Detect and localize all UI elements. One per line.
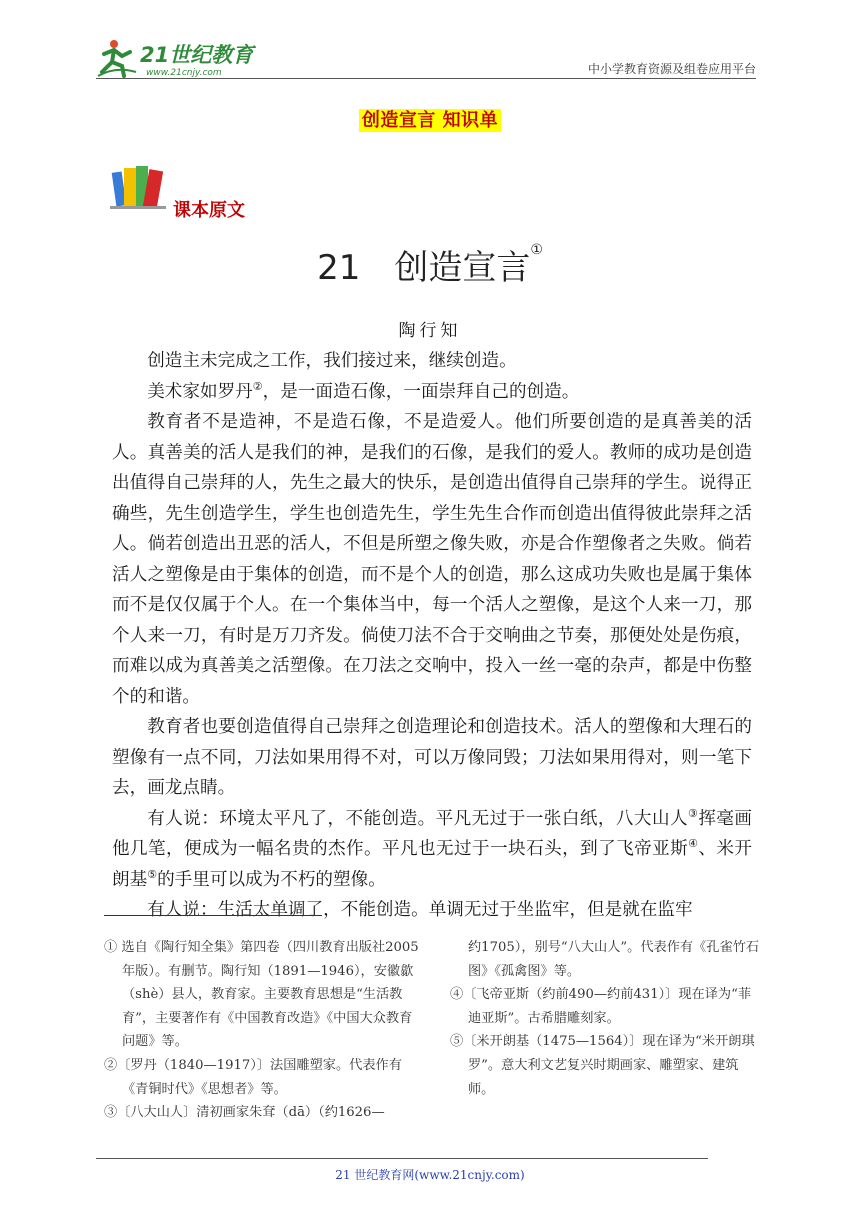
lesson-number: 21	[317, 248, 361, 288]
footnote-continued: 约1705），别号“八大山人”。代表作有《孔雀竹石图》《孤禽图》等。	[468, 940, 760, 979]
footnote-ref: ②	[252, 379, 263, 393]
runner-logo-icon	[98, 40, 136, 76]
paragraph	[112, 804, 752, 896]
footnote-ref: ⑤	[147, 867, 158, 881]
footnote	[450, 983, 762, 1030]
lesson-title	[0, 240, 860, 289]
text-run: 美术家如罗丹	[147, 381, 253, 402]
footnote	[104, 936, 424, 1054]
footnote-mark: ②	[104, 1057, 118, 1073]
paragraph: 教育者也要创造值得自己崇拜之创造理论和创造技术。活人的塑像和大理石的塑像有一点不同，刀法如果用得不对，可以万像同毁；刀法如果用得对，则一笔下去，画龙点睛。	[112, 717, 752, 798]
text-run: 的手里可以成为不朽的塑像。	[157, 869, 386, 890]
site-logo	[96, 36, 266, 80]
sheet-title-text: 创造宣言 知识单	[359, 109, 501, 132]
footer-link[interactable]: 21 世纪教育网(www.21cnjy.com)	[335, 1168, 525, 1182]
platform-label: 中小学教育资源及组卷应用平台	[587, 62, 756, 76]
sheet-title	[0, 106, 860, 132]
footnote-divider	[104, 915, 322, 916]
header-divider	[96, 78, 756, 79]
footnote-ref: ④	[688, 837, 699, 851]
section-label: 课本原文	[173, 200, 245, 221]
books-icon	[110, 162, 170, 212]
text-run: 挥毫画他几笔，便成为一幅名贵的杰作。平凡也无过于一块石头，到了飞帝亚斯	[112, 808, 752, 859]
text-run: 有人说：环境太平凡了，不能创造。平凡无过于一张白纸，八大山人	[147, 808, 689, 829]
text-run: 、米开朗基	[112, 839, 752, 890]
footnote-text: 〔飞帝亚斯（约前490—约前431）〕现在译为“菲迪亚斯”。古希腊雕刻家。	[463, 987, 752, 1026]
paragraph	[112, 377, 752, 408]
logo-url: www.21cnjy.com	[146, 68, 222, 78]
footnote-text: 〔罗丹（1840—1917）〕法国雕塑家。代表作有《青铜时代》《思想者》等。	[117, 1057, 402, 1097]
lesson-title-note: ①	[530, 242, 543, 258]
footnote-mark: ④	[450, 987, 464, 1003]
paragraph: 有人说：生活太单调了，不能创造。单调无过于坐监牢，但是就在监牢	[147, 900, 693, 920]
author: 陶行知	[398, 321, 462, 341]
footnote-text: 选自《陶行知全集》第四卷（四川教育出版社2005年版）。有删节。陶行知（1891—1946），安徽歙（shè）县人，教育家。主要教育思想是“生活教育”，主要著作有《中国教育改造》《中国大众教育问题》等。	[121, 940, 419, 1050]
footnotes-right	[450, 936, 762, 1101]
text-run: ，是一面造石像，一面崇拜自己的创造。	[262, 381, 580, 402]
footnote-ref: ③	[688, 806, 699, 820]
footnote-mark: ①	[104, 940, 118, 955]
footnote	[104, 1101, 424, 1125]
footnote-text: 〔八大山人〕清初画家朱耷（dā）（约1626—	[117, 1105, 385, 1121]
lesson-title-text: 创造宣言	[394, 248, 531, 288]
footnote	[104, 1054, 424, 1101]
footnote-mark: ⑤	[450, 1034, 464, 1050]
footer-divider	[96, 1158, 708, 1159]
paragraph: 创造主未完成之工作，我们接过来，继续创造。	[147, 351, 517, 371]
footnotes-left	[104, 936, 424, 1125]
footnote	[450, 1030, 762, 1101]
logo-text: 21世纪教育	[140, 43, 254, 67]
paragraph: 教育者不是造神，不是造石像，不是造爱人。他们所要创造的是真善美的活人。真善美的活人是我们的神，是我们的石像，是我们的爱人。教师的成功是创造出值得自己崇拜的人，先生之最大的快乐，是创造出值得自己崇拜的学生。说得正确些，先生创造学生，学生也创造先生，学生先生合作而创造出值得彼此崇拜之活人。倘若创造出丑恶的活人，不但是所塑之像失败，亦是合作塑像者之失败。倘若活人之塑像是由于集体的创造，而不是个人的创造，那么这成功失败也是属于集体而不是仅仅属于个人。在一个集体当中，每一个活人之塑像，是这个人来一刀，那个人来一刀，有时是万刀齐发。倘使刀法不合于交响曲之节奏，那便处处是伤痕，而难以成为真善美之活塑像。在刀法之交响中，投入一丝一毫的杂声，都是中伤整个的和谐。	[112, 412, 752, 707]
footnote-mark: ③	[104, 1105, 118, 1121]
body-text	[112, 346, 752, 926]
footnote-text: 〔米开朗基（1475—1564）〕现在译为“米开朗琪罗”。意大利文艺复兴时期画家、雕塑家、建筑师。	[463, 1034, 755, 1097]
